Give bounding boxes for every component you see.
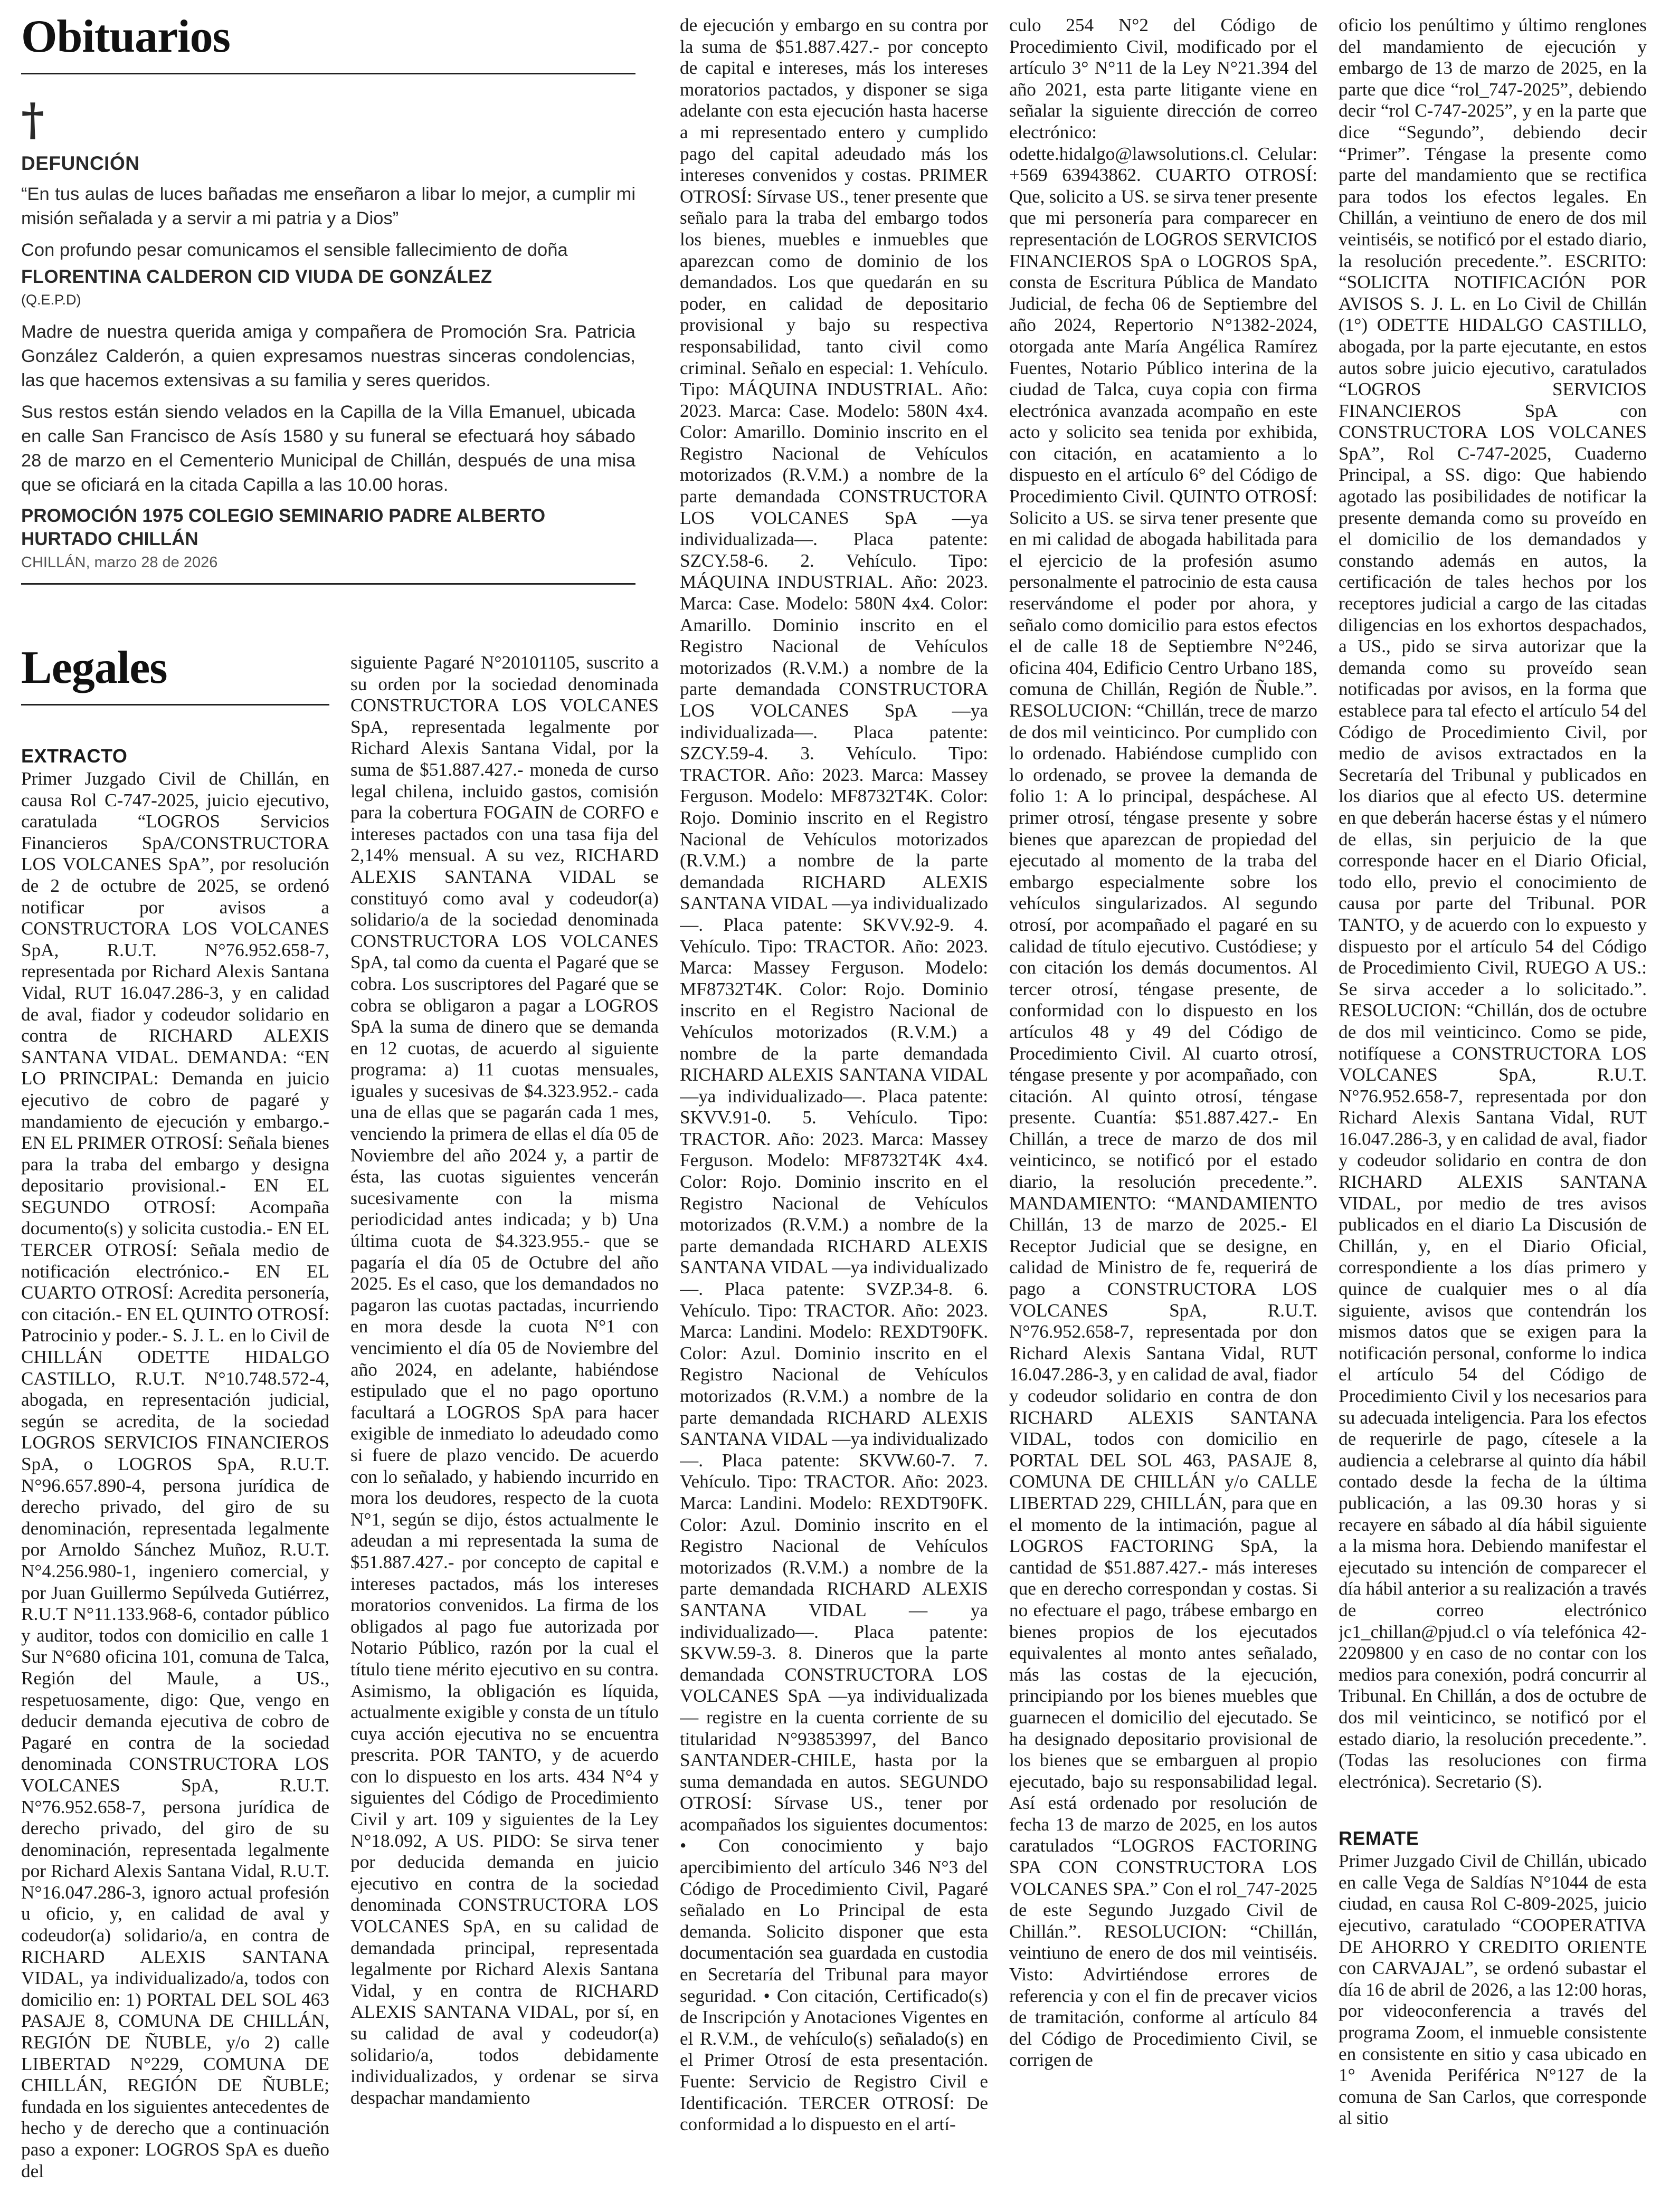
extracto-text-part-2: siguiente Pagaré N°20101105, suscrito a su orden por la sociedad denominada CONSTRUCTORA LOS VOLCANES SpA, representada legalmente por Richard Alexis Santana Vidal, por la suma de $51.887.427.- moneda de curso legal chilena, incluido gastos, comisión para la cobertura FOGAIN de CORFO e intereses pactados con una tasa fija del 2,14% mensual. A su vez, RICHARD ALEXIS SANTANA VIDAL se constituyó como aval y codeudor(a) solidario/a de la sociedad denominada CONSTRUCTORA LOS VOLCANES SpA, tal como da cuenta el Pagaré que se cobra. Los suscriptores del Pagaré que se cobra se obligaron a pagar a LOGROS SpA la suma de dinero que se demanda en 12 cuotas, de acuerdo al siguiente programa: a) 11 cuotas mensuales, iguales y sucesivas de $4.323.952.- cada una de ellas que se pagarán cada 1 mes, venciendo la primera de ellas el día 05 de Noviembre del año 2024 y, a partir de ésta, las cuotas siguientes vencerán sucesivamente con la misma periodicidad antes indicada; y b) Una última cuota de $4.323.955.- que se pagaría el día 05 de Octubre del año 2025. Es el caso, que los demandados no pagaron las cuotas pactadas, incurriendo en mora desde la cuota N°1 con vencimiento el día 05 de Noviembre del año 2024, en adelante, habiéndose estipulado que el no pago oportuno facultará a LOGROS SpA para hacer exigible de inmediato lo adeudado como si fuere de plazo vencido. De acuerdo con lo señalado, y habiendo incurrido en mora los deudores, respecto de la cuota N°1, según se dijo, éstos actualmente le adeudan a mi representada la suma de $51.887.427.- por concepto de capital e intereses pactados, más los intereses moratorios convenidos. La firma de los obligados al pago fue autorizada por Notario Público, razón por la cual el título tiene mérito ejecutivo en su contra. Asimismo, la obligación es líquida, actualmente exigible y consta de un título cuya acción ejecutiva no se encuentra prescrita. POR TANTO, y de acuerdo con lo dispuesto en los arts. 434 N°4 y siguientes del Código de Procedimiento Civil y art. 109 y siguientes de la Ley N°18.092, A US. PIDO: Se sirva tener por deducida demanda en juicio ejecutivo en contra de la sociedad denominada CONSTRUCTORA LOS VOLCANES SpA, en su calidad de demandada principal, representada legalmente por Richard Alexis Santana Vidal, y en contra de RICHARD ALEXIS SANTANA VIDAL, por sí, en su calidad de aval y codeudor(a) solidario/a, todos debidamente individualizados, y ordenar se sirva despachar mandamiento (350, 652, 659, 2108)
obituarios-title: Obituarios (21, 11, 230, 62)
legal-column-1 (21, 745, 329, 2203)
obituary-place-date: CHILLÁN, marzo 28 de 2026 (21, 554, 218, 571)
cross-icon: † (21, 93, 44, 146)
remate-text: Primer Juzgado Civil de Chillán, ubicado en calle Vega de Saldías N°1044 de esta ciudad, en causa Rol C-809-2025, juicio ejecutivo, caratulado “COOPERATIVA DE AHORRO Y CREDITO ORIENTE con CARVAJAL”, se ordenó subastar el día 16 de abril de 2026, a las 12:00 horas, por videoconferencia a través del programa Zoom, el inmueble consistente en consistente en sitio y casa ubicado en 1° Avenida Periférica N°127 de la comuna de San Carlos, que corresponde al sitio (1339, 1851, 1647, 2129)
remate-heading: REMATE (1339, 1827, 1419, 1849)
obituary-quote: “En tus aulas de luces bañadas me enseñaron a libar lo mejor, a cumplir mi misión señalada y a servir a mi patria y a Dios” (21, 184, 635, 228)
legales-header (21, 643, 329, 705)
obituary-kicker: DEFUNCIÓN (21, 152, 140, 174)
qepd: (Q.E.P.D) (21, 292, 81, 308)
legales-title: Legales (21, 642, 167, 693)
extracto-heading: EXTRACTO (21, 745, 128, 767)
obituarios-top-rule (21, 73, 635, 74)
extracto-text-part-3: de ejecución y embargo en su contra por la suma de $51.887.427.- por concepto de capital e intereses, más los intereses moratorios pactados, y disponer se siga adelante con esta ejecución hasta hacerse a mi representado entero y cumplido pago del capital adeudado más los intereses convenidos y costas. PRIMER OTROSÍ: Sírvase US., tener presente que señalo para la traba del embargo todos los bienes, muebles e inmuebles que aparezcan como de dominio de los demandados. Los que quedarán en su poder, en calidad de depositario provisional y bajo su respectiva responsabilidad, tanto civil como criminal. Señalo en especial: 1. Vehículo. Tipo: MÁQUINA INDUSTRIAL. Año: 2023. Marca: Case. Modelo: 580N 4x4. Color: Amarillo. Dominio inscrito en el Registro Nacional de Vehículos motorizados (R.V.M.) a nombre de la parte demandada CONSTRUCTORA LOS VOLCANES SpA —ya individualizada—. Placa patente: SZCY.58-6. 2. Vehículo. Tipo: MÁQUINA INDUSTRIAL. Año: 2023. Marca: Case. Modelo: 580N 4x4. Color: Amarillo. Dominio inscrito en el Registro Nacional de Vehículos motorizados (R.V.M.) a nombre de la parte demandada CONSTRUCTORA LOS VOLCANES SpA —ya individualizada—. Placa patente: SZCY.59-4. 3. Vehículo. Tipo: TRACTOR. Año: 2023. Marca: Massey Ferguson. Modelo: MF8732T4K. Color: Rojo. Dominio inscrito en el Registro Nacional de Vehículos motorizados (R.V.M.) a nombre de la parte demandada RICHARD ALEXIS SANTANA VIDAL —ya individualizado—. Placa patente: SKVV.92-9. 4. Vehículo. Tipo: TRACTOR. Año: 2023. Marca: Massey Ferguson. Modelo: MF8732T4K. Color: Rojo. Dominio inscrito en el Registro Nacional de Vehículos motorizados (R.V.M.) a nombre de la parte demandada RICHARD ALEXIS SANTANA VIDAL —ya individualizado—. Placa patente: SKVV.91-0. 5. Vehículo. Tipo: TRACTOR. Año: 2023. Marca: Massey Ferguson. Modelo: MF8732T4K 4x4. Color: Rojo. Dominio inscrito en el Registro Nacional de Vehículos motorizados (R.V.M.) a nombre de la parte demandada RICHARD ALEXIS SANTANA VIDAL —ya individualizado—. Placa patente: SVZP.34-8. 6. Vehículo. Tipo: TRACTOR. Año: 2023. Marca: Landini. Modelo: REXDT90FK. Color: Azul. Dominio inscrito en el Registro Nacional de Vehículos motorizados (R.V.M.) a nombre de la parte demandada RICHARD ALEXIS SANTANA VIDAL —ya individualizado—. Placa patente: SKVW.60-7. 7. Vehículo. Tipo: TRACTOR. Año: 2023. Marca: Landini. Modelo: REXDT90FK. Color: Azul. Dominio inscrito en el Registro Nacional de Vehículos motorizados (R.V.M.) a nombre de la parte demandada RICHARD ALEXIS SANTANA VIDAL — ya individualizado—. Placa patente: SKVW.59-3. 8. Dineros que la parte demandada CONSTRUCTORA LOS VOLCANES SpA —ya individualizada— registre en la cuenta corriente de su titularidad N°93853997, del Banco SANTANDER-CHILE, hasta por la suma demandada en autos. SEGUNDO OTROSÍ: Sírvase US., tener por acompañados los siguientes documentos: • Con conocimiento y bajo apercibimiento del artículo 346 N°3 del Código de Procedimiento Civil, Pagaré señalado en Lo Principal de esta demanda. Solicito disponer que esta documentación sea guardada en custodia en Secretaría del Tribunal para mayor seguridad. • Con citación, Certificado(s) de Inscripción y Anotaciones Vigentes en el R.V.M., de vehículo(s) señalado(s) en el Primer Otrosí de esta presentación. Fuente: Servicio de Registro Civil e Identificación. TERCER OTROSÍ: De conformidad a lo dispuesto en el artí- (680, 15, 988, 2135)
obituary-paragraph-1: Madre de nuestra querida amiga y compañera de Promoción Sra. Patricia González Calderón, a quien expresamos nuestras sinceras condolencias, las que hacemos extensivas a su familia y seres queridos. (21, 322, 635, 390)
legal-column-3 (680, 15, 988, 2203)
obituary-notice (21, 93, 635, 585)
extracto-text-part-1: Primer Juzgado Civil de Chillán, en causa Rol C-747-2025, juicio ejecutivo, caratulada “LOGROS Servicios Financieros SpA/CONSTRUCTORA LOS VOLCANES SpA”, por resolución de 2 de octubre de 2025, se ordenó notificar por avisos a CONSTRUCTORA LOS VOLCANES SpA, R.U.T. N°76.952.658-7, representada por Richard Alexis Santana Vidal, RUT 16.047.286-3, y en calidad de aval, fiador y codeudor solidario en contra de RICHARD ALEXIS SANTANA VIDAL. DEMANDA: “EN LO PRINCIPAL: Demanda en juicio ejecutivo de cobro de pagaré y mandamiento de ejecución y embargo.- EN EL PRIMER OTROSÍ: Señala bienes para la traba del embargo y designa depositario provisional.- EN EL SEGUNDO OTROSÍ: Acompaña documento(s) y solicita custodia.- EN EL TERCER OTROSÍ: Señala medio de notificación electrónico.- EN EL CUARTO OTROSÍ: Acredita personería, con citación.- EN EL QUINTO OTROSÍ: Patrocinio y poder.- S. J. L. en lo Civil de CHILLÁN ODETTE HIDALGO CASTILLO, R.U.T. N°10.748.572-4, abogada, en representación judicial, según se acredita, de la sociedad LOGROS SERVICIOS FINANCIEROS SpA, o LOGROS SpA, R.U.T. N°96.657.890-4, persona jurídica de derecho privado, del giro de su denominación, representada legalmente por Arnoldo Sánchez Muñoz, R.U.T. N°4.256.980-1, ingeniero comercial, y por Juan Guillermo Sepúlveda Gutiérrez, R.U.T N°11.133.968-6, contador público y auditor, todos con domicilio en calle 1 Sur N°680 oficina 101, comuna de Talca, Región del Maule, a US., respetuosamente, digo: Que, vengo en deducir demanda ejecutiva de cobro de Pagaré en contra de la sociedad denominada CONSTRUCTORA LOS VOLCANES SpA, R.U.T. N°76.952.658-7, persona jurídica de derecho privado, del giro de su denominación, representada legalmente por Richard Alexis Santana Vidal, R.U.T. N°16.047.286-3, ignoro actual profesión u oficio, y, en calidad de aval y codeudor(a) solidario/a, en contra de RICHARD ALEXIS SANTANA VIDAL, ya individualizado/a, todos con domicilio en: 1) PORTAL DEL SOL 463 PASAJE 8, COMUNA DE CHILLÁN, REGIÓN DE ÑUBLE, y/o 2) calle LIBERTAD N°229, COMUNA DE CHILLÁN, REGIÓN DE ÑUBLE; fundada en los siguientes antecedentes de hecho y de derecho que a continuación paso a exponer: LOGROS SpA es dueño del (21, 768, 329, 2181)
obituary-signature: PROMOCIÓN 1975 COLEGIO SEMINARIO PADRE ALBERTO HURTADO CHILLÁN (21, 506, 546, 549)
extracto-text-part-4: culo 254 N°2 del Código de Procedimiento Civil, modificado por el artículo 3° N°11 de la Ley N°21.394 del año 2021, esta parte litigante viene en señalar la siguiente dirección de correo electrónico: odette.hidalgo@lawsolutions.cl. Celular: +569 63943862. CUARTO OTROSÍ: Que, solicito a US. se sirva tener presente que mi personería para comparecer en representación de LOGROS SERVICIOS FINANCIEROS SpA o LOGROS SpA, consta de Escritura Pública de Mandato Judicial, de fecha 06 de Septiembre del año 2024, Repertorio N°1382-2024, otorgada ante María Angélica Ramírez Fuentes, Notario Público interina de la ciudad de Talca, cuya copia con firma electrónica avanzada acompaño en este acto y solicito sea tenida por exhibida, con citación, en acatamiento a lo dispuesto en el artículo 6° del Código de Procedimiento Civil. QUINTO OTROSÍ: Solicito a US. se sirva tener presente que en mi calidad de abogada habilitada para el ejercicio de la profesión asumo personalmente el patrocinio de esta causa reservándome el poder por ahora, y señalo como domicilio para estos efectos el de calle 18 de Septiembre N°246, oficina 404, Edificio Centro Urbano 18S, comuna de Chillán, Región de Ñuble.”. RESOLUCION: “Chillán, trece de marzo de dos mil veinticinco. Por cumplido con lo ordenado. Habiéndose cumplido con lo ordenado, se provee la demanda de folio 1: A lo principal, despáchese. Al primer otrosí, téngase presente y sobre bienes que aparezcan de propiedad del ejecutado al momento de la traba del embargo especialmente sobre los vehículos singularizados. Al segundo otrosí, por acompañado el pagaré en su calidad de título ejecutivo. Custódiese; y con citación los demás documentos. Al tercer otrosí, téngase presente, de conformidad con lo dispuesto en los artículos 48 y 49 del Código de Procedimiento Civil. Al cuarto otrosí, téngase presente y por acompañado, con citación. Al quinto otrosí, téngase presente. Cuantía: $51.887.427.- En Chillán, a trece de marzo de dos mil veinticinco, se notificó por el estado diario, la resolución precedente.”. MANDAMIENTO: “MANDAMIENTO Chillán, 13 de marzo de 2025.- El Receptor Judicial que se designe, en calidad de Ministro de fe, requerirá de pago a CONSTRUCTORA LOS VOLCANES SpA, R.U.T. N°76.952.658-7, representada por don Richard Alexis Santana Vidal, RUT 16.047.286-3, y en calidad de aval, fiador y codeudor solidario en contra de don RICHARD ALEXIS SANTANA VIDAL, todos con domicilio en PORTAL DEL SOL 463, PASAJE 8, COMUNA DE CHILLÁN y/o CALLE LIBERTAD 229, CHILLÁN, para que en el momento de la intimación, pague al LOGROS FACTORING SpA, la cantidad de $51.887.427.- más intereses que en derecho correspondan y costas. Si no efectuare el pago, trábese embargo en bienes propios de los ejecutados equivalentes al monto antes señalado, más las costas de la ejecución, principiando por los bienes muebles que guarnecen el domicilio del ejecutado. Se ha designado depositario provisional de los bienes que se embarguen al propio ejecutado, bajo su responsabilidad legal. Así está ordenado por resolución de fecha 13 de marzo de 2025, en los autos caratulados “LOGROS FACTORING SPA CON CONSTRUCTORA LOS VOLCANES SPA.” Con el rol_747-2025 de este Segundo Juzgado Civil de Chillán.”. RESOLUCION: “Chillán, veintiuno de enero de dos mil veintiséis. Visto: Advirtiéndose errores de referencia y con el fin de precaver vicios de tramitación, conforme al artículo 84 del Código de Procedimiento Civil, se corrigen de (1009, 15, 1317, 2071)
legal-column-5 (1339, 15, 1647, 2203)
obituarios-section (21, 12, 635, 585)
legal-column-4 (1009, 15, 1317, 2203)
legal-column-2 (350, 652, 659, 2203)
obituary-intro: Con profundo pesar comunicamos el sensible fallecimiento de doña (21, 240, 568, 260)
extracto-text-part-5: oficio los penúltimo y último renglones del mandamiento de ejecución y embargo de 13 de marzo de 2025, en la parte que dice “rol_747-2025”, debiendo decir “rol C-747-2025”, y en la parte que dice “Segundo”, debiendo decir “Primer”. Téngase la presente como parte del mandamiento que se rectifica para todos los efectos legales. En Chillán, a veintiuno de enero de dos mil veintiséis, se notificó por el estado diario, la resolución precedente.”. ESCRITO: “SOLICITA NOTIFICACIÓN POR AVISOS S. J. L. en Lo Civil de Chillán (1°) ODETTE HIDALGO CASTILLO, abogada, por la parte ejecutante, en estos autos sobre juicio ejecutivo, caratulados “LOGROS SERVICIOS FINANCIEROS SpA con CONSTRUCTORA LOS VOLCANES SpA”, Rol C-747-2025, Cuaderno Principal, a SS. digo: Que habiendo agotado las posibilidades de notificar la presente demanda como su proveído en el domicilio de los demandados y constando además en autos, la certificación de tales hechos por los receptores judicial a cargo de las citadas diligencias en los exhortos despachados, a US., pido se sirva autorizar que la demanda como su proveído sean notificadas por avisos, en la forma que establece para tal efecto el artículo 54 del Código de Procedimiento Civil, por medio de avisos extractados en la Secretaría del Tribunal y publicados en los diarios que al efecto US. determine en que deberán hacerse éstas y el número de ellas, sin perjuicio de la que corresponde hacer en el Diario Oficial, todo ello, previo el conocimiento de causa por parte del Tribunal. POR TANTO, y de acuerdo con lo expuesto y dispuesto por el artículo 54 del Código de Procedimiento Civil, RUEGO A US.: Se sirva acceder a lo solicitado.”. RESOLUCION: “Chillán, dos de octubre de dos mil veinticinco. Como se pide, notifíquese a CONSTRUCTORA LOS VOLCANES SpA, R.U.T. N°76.952.658-7, representada por don Richard Alexis Santana Vidal, RUT 16.047.286-3, y en calidad de aval, fiador y codeudor solidario en contra de don RICHARD ALEXIS SANTANA VIDAL, por medio de tres avisos publicados en el diario La Discusión de Chillán, y, en el Diario Oficial, correspondiente a los días primero y quince de cualquier mes o al día siguiente, avisos que contendrán los mismos datos que se exigen para la notificación personal, conforme lo indica el artículo 54 del Código de Procedimiento Civil y los necesarios para su adecuada inteligencia. Para los efectos de requerirle de pago, cítesele a la audiencia a celebrarse al quinto día hábil contado desde la fecha de la última publicación, a las 09.30 horas y si recayere en sábado al día hábil siguiente a la misma hora. Debiendo manifestar el ejecutado su intención de comparecer el día hábil anterior a su realización a través de correo electrónico jc1_chillan@pjud.cl o vía telefónica 42-2209800 y en caso de no contar con los medios para conexión, podrá concurrir al Tribunal. En Chillán, a dos de octubre de dos mil veinticinco, se notificó por el estado diario, la resolución precedente.”. (Todas las resoluciones con firma electrónica). Secretario (S). (1339, 15, 1647, 1792)
legales-title-rule (21, 704, 329, 705)
obituary-paragraph-2: Sus restos están siendo velados en la Capilla de la Villa Emanuel, ubicada en calle San Francisco de Asís 1580 y su funeral se efectuará hoy sábado 28 de marzo en el Cementerio Municipal de Chillán, después de una misa que se oficiará en la citada Capilla a las 10.00 horas. (21, 402, 635, 495)
deceased-name: FLORENTINA CALDERON CID VIUDA DE GONZÁLEZ (21, 266, 492, 287)
